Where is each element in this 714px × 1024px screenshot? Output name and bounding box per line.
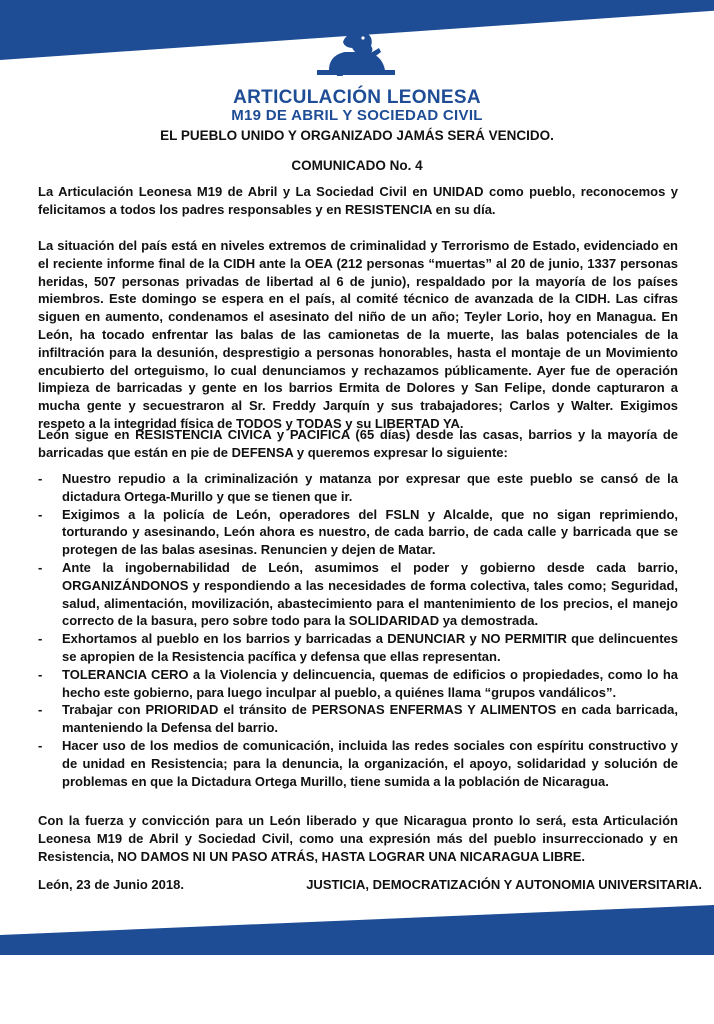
document-title: COMUNICADO No. 4 bbox=[291, 158, 423, 173]
list-marker: - bbox=[38, 702, 43, 718]
list-item-text: Nuestro repudio a la criminalización y matanza por expresar que este pueblo se cansó de la dictadura Ortega-Murillo y que se tienen que ir. bbox=[62, 471, 678, 504]
list-marker: - bbox=[38, 666, 43, 682]
signature-line bbox=[38, 877, 702, 892]
paragraph-situation bbox=[38, 237, 678, 433]
paragraph-greeting bbox=[38, 183, 678, 219]
paragraph-text: La situación del país está en niveles extremos de criminalidad y Terrorismo de Estado, evidenciado en el reciente informe final de la CIDH ante la OEA (212 personas “muertas” al 20 de junio, 1337 personas heridas, 507 personas privadas de libertad al 6 de junio), respaldado por la mayoría de los países miembros. Este domingo se espera en el país, al comité técnico de avanzada de la CIDH. Las cifras siguen en aumento, condenamos el asesinato del niño de un año; Teyler Lorio, hoy en Managua. En León, ha tocado enfrentar las balas de las camionetas de la muerte, las balas potenciales de la infiltración para la desunión, desprestigio a personas honorables, hasta el montaje de un Movimiento encubierto del orteguismo, lo cual denunciamos y rechazamos públicamente. Ayer fue de operación limpieza de barricadas y gente en los barrios Ermita de Dolores y San Felipe, donde capturaron a mucha gente y secuestraron al Sr. Freddy Jarquín y sus trabajadores; Carlos y Walter. Exigimos respeto a la integridad física de TODOS y TODAS y su LIBERTAD YA. bbox=[38, 238, 678, 431]
footer-band bbox=[0, 905, 714, 955]
list-item-text: Ante la ingobernabilidad de León, asumimos el poder y gobierno desde cada barrio, ORGANIZÁNDONOS y respondiendo a las necesidades de forma colectiva, tales como; Seguridad, salud, alimentación, movilización, abastecimiento para el mantenimiento de los precios, el manejo correcto de la basura, pero sobre todo para la SOLIDARIDAD ya demostrada. bbox=[62, 559, 678, 629]
list-marker: - bbox=[38, 737, 43, 753]
list-item bbox=[38, 470, 678, 506]
list-marker: - bbox=[38, 471, 43, 486]
list-item bbox=[38, 506, 678, 559]
list-item bbox=[38, 630, 678, 666]
list-item-text: Exigimos a la policía de León, operadores del FSLN y Alcalde, que no sigan reprimiendo, torturando y asesinando, León ahora es nuestro, de cada barrio, de cada calle y barricada que se protegen de las balas asesinas. Renuncien y dejen de Matar. bbox=[62, 506, 678, 558]
organization-subtitle: M19 DE ABRIL Y SOCIEDAD CIVIL bbox=[231, 107, 483, 124]
list-marker: - bbox=[38, 506, 43, 522]
list-item-text: Trabajar con PRIORIDAD el tránsito de PERSONAS ENFERMAS Y ALIMENTOS en cada barricada, manteniendo la Defensa del barrio. bbox=[62, 702, 678, 736]
slogan: EL PUEBLO UNIDO Y ORGANIZADO JAMÁS SERÁ VENCIDO. bbox=[160, 128, 554, 143]
list-item-text: Exhortamos al pueblo en los barrios y barricadas a DENUNCIAR y NO PERMITIR que delincuentes se apropien de la Resistencia pacífica y defensa que ellas representan. bbox=[62, 631, 678, 664]
list-item bbox=[38, 701, 678, 737]
motto: JUSTICIA, DEMOCRATIZACIÓN Y AUTONOMIA UNIVERSITARIA. bbox=[306, 877, 702, 892]
paragraph-text: León sigue en RESISTENCIA CIVICA y PACIFICA (65 días) desde las casas, barrios y la mayoría de barricadas que están en pie de DEFENSA y queremos expresar lo siguiente: bbox=[38, 427, 678, 460]
paragraph-text: Con la fuerza y convicción para un León liberado y que Nicaragua pronto lo será, esta Articulación Leonesa M19 de Abril y Sociedad Civil, como una expresión más del pueblo insurreccionado y en Resistencia, NO DAMOS NI UN PASO ATRÁS, HASTA LOGRAR UNA NICARAGUA LIBRE. bbox=[38, 813, 678, 864]
list-marker: - bbox=[38, 631, 43, 647]
organization-name: ARTICULACIÓN LEONESA bbox=[233, 87, 481, 108]
list-item bbox=[38, 559, 678, 630]
lion-logo-icon bbox=[315, 30, 397, 78]
list-item-text: TOLERANCIA CERO a la Violencia y delincuencia, quemas de edificios o propiedades, como lo ha hecho este gobierno, para luego inculpar al pueblo, a quiénes llama “grupos vandálicos”. bbox=[62, 666, 678, 700]
place-date: León, 23 de Junio 2018. bbox=[38, 877, 184, 892]
list-item-text: Hacer uso de los medios de comunicación, incluida las redes sociales con espíritu constructivo y de unidad en Resistencia; para la denuncia, la organización, el apoyo, solidaridad y solución de problemas en que la Dictadura Ortega Murillo, tiene sumida a la población de Nicaragua. bbox=[62, 737, 678, 789]
paragraph-closing bbox=[38, 812, 678, 865]
list-marker: - bbox=[38, 559, 43, 575]
list-item bbox=[38, 666, 678, 702]
paragraph-text: La Articulación Leonesa M19 de Abril y La Sociedad Civil en UNIDAD como pueblo, reconocemos y felicitamos a todos los padres responsables y en RESISTENCIA en su día. bbox=[38, 184, 678, 217]
list-item bbox=[38, 737, 678, 790]
paragraph-resistance bbox=[38, 426, 678, 462]
demands-list bbox=[38, 470, 678, 790]
